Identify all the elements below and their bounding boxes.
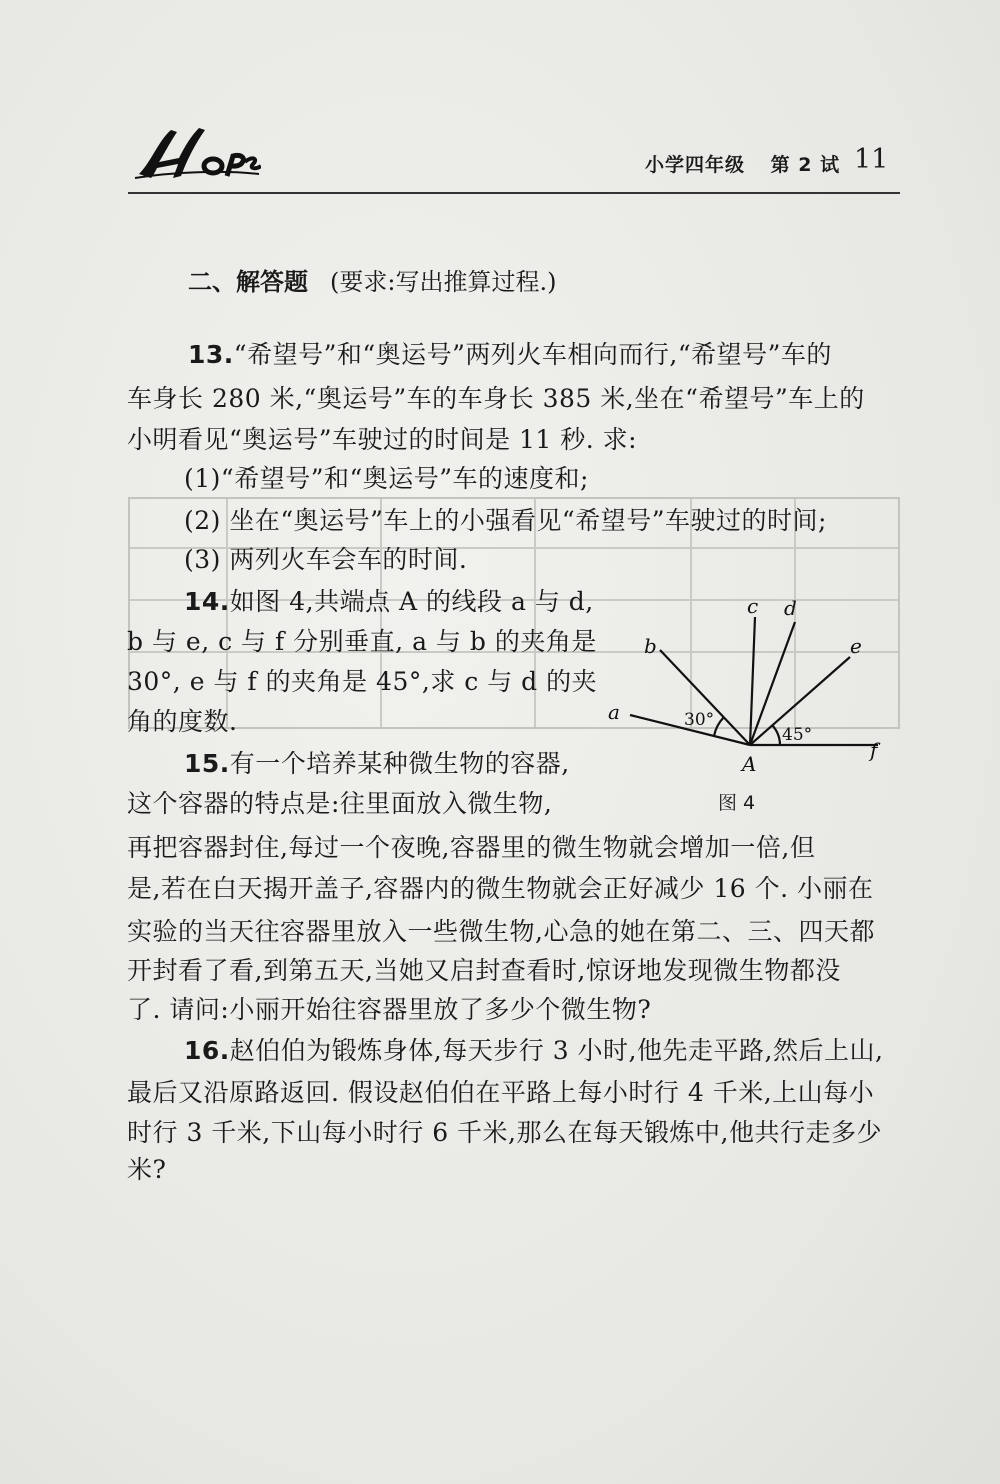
- q15-text-1: 有一个培养某种微生物的容器,: [229, 749, 570, 778]
- segment-c: [750, 617, 755, 745]
- angle-ab-label: 30°: [684, 710, 715, 730]
- figure-4: [600, 595, 890, 810]
- q13-part-3: (3) 两列火车会车的时间.: [184, 545, 468, 574]
- section-title: 二、解答题: [188, 268, 308, 296]
- hope-logo: [133, 122, 261, 182]
- q16-line-1: [184, 1036, 883, 1066]
- segment-b: [660, 650, 750, 745]
- q15-line-1: [184, 749, 570, 779]
- q13-line-2: 车身长 280 米,“奥运号”车的车身长 385 米,坐在“希望号”车上的: [127, 384, 865, 413]
- label-a: a: [608, 700, 620, 724]
- q14-text-1: 如图 4,共端点 A 的线段 a 与 d,: [229, 587, 594, 616]
- q13-number: 13.: [188, 340, 234, 369]
- label-c: c: [747, 595, 759, 618]
- label-b: b: [644, 634, 657, 658]
- arc-ab: [714, 717, 724, 736]
- q16-line-3: 时行 3 千米,下山每小时行 6 千米,那么在每天锻炼中,他共行走多少: [127, 1118, 882, 1147]
- label-e: e: [850, 634, 862, 658]
- q15-line-2: 这个容器的特点是:往里面放入微生物,: [127, 789, 553, 818]
- q16-line-2: 最后又沿原路返回. 假设赵伯伯在平路上每小时行 4 千米,上山每小: [127, 1078, 875, 1107]
- header-rule: [128, 192, 900, 194]
- q13-part-1: (1)“希望号”和“奥运号”车的速度和;: [184, 464, 589, 493]
- q15-line-3: 再把容器封住,每过一个夜晚,容器里的微生物就会增加一倍,但: [127, 833, 816, 862]
- q14-line-4: 角的度数.: [127, 707, 238, 736]
- page-number: 11: [854, 144, 889, 175]
- q13-part-2: (2) 坐在“奥运号”车上的小强看见“希望号”车驶过的时间;: [184, 506, 827, 535]
- q16-number: 16.: [184, 1036, 230, 1065]
- q15-line-6: 开封看了看,到第五天,当她又启封查看时,惊讶地发现微生物都没: [127, 956, 841, 985]
- label-f: f: [870, 738, 878, 762]
- q14-line-1: [184, 587, 594, 617]
- q13-line-3: 小明看见“奥运号”车驶过的时间是 11 秒. 求:: [127, 425, 638, 454]
- q14-line-3: 30°, e 与 f 的夹角是 45°,求 c 与 d 的夹: [127, 667, 598, 696]
- header-info: [645, 150, 840, 177]
- label-d: d: [784, 596, 797, 620]
- label-A: A: [742, 752, 757, 776]
- q15-line-5: 实验的当天往容器里放入一些微生物,心急的她在第二、三、四天都: [127, 917, 875, 946]
- q16-line-4: 米?: [127, 1155, 167, 1184]
- arc-ef: [772, 725, 780, 745]
- grade-label: 小学四年级: [645, 154, 746, 176]
- q14-line-2: b 与 e, c 与 f 分别垂直, a 与 b 的夹角是: [127, 627, 597, 656]
- q13-line-1: [188, 340, 832, 370]
- figure-caption: 图 4: [718, 792, 756, 814]
- round-label: 第 2 试: [770, 154, 841, 176]
- q14-number: 14.: [184, 587, 230, 616]
- q13-text-1: “希望号”和“奥运号”两列火车相向而行,“希望号”车的: [233, 340, 832, 369]
- q15-line-7: 了. 请问:小丽开始往容器里放了多少个微生物?: [127, 995, 652, 1024]
- section-heading: [188, 262, 556, 297]
- angle-ef-label: 45°: [782, 725, 813, 745]
- q15-line-4: 是,若在白天揭开盖子,容器内的微生物就会正好减少 16 个. 小丽在: [127, 874, 874, 903]
- section-requirement: (要求:写出推算过程.): [330, 268, 557, 296]
- q16-text-1: 赵伯伯为锻炼身体,每天步行 3 小时,他先走平路,然后上山,: [229, 1036, 884, 1065]
- q15-number: 15.: [184, 749, 230, 778]
